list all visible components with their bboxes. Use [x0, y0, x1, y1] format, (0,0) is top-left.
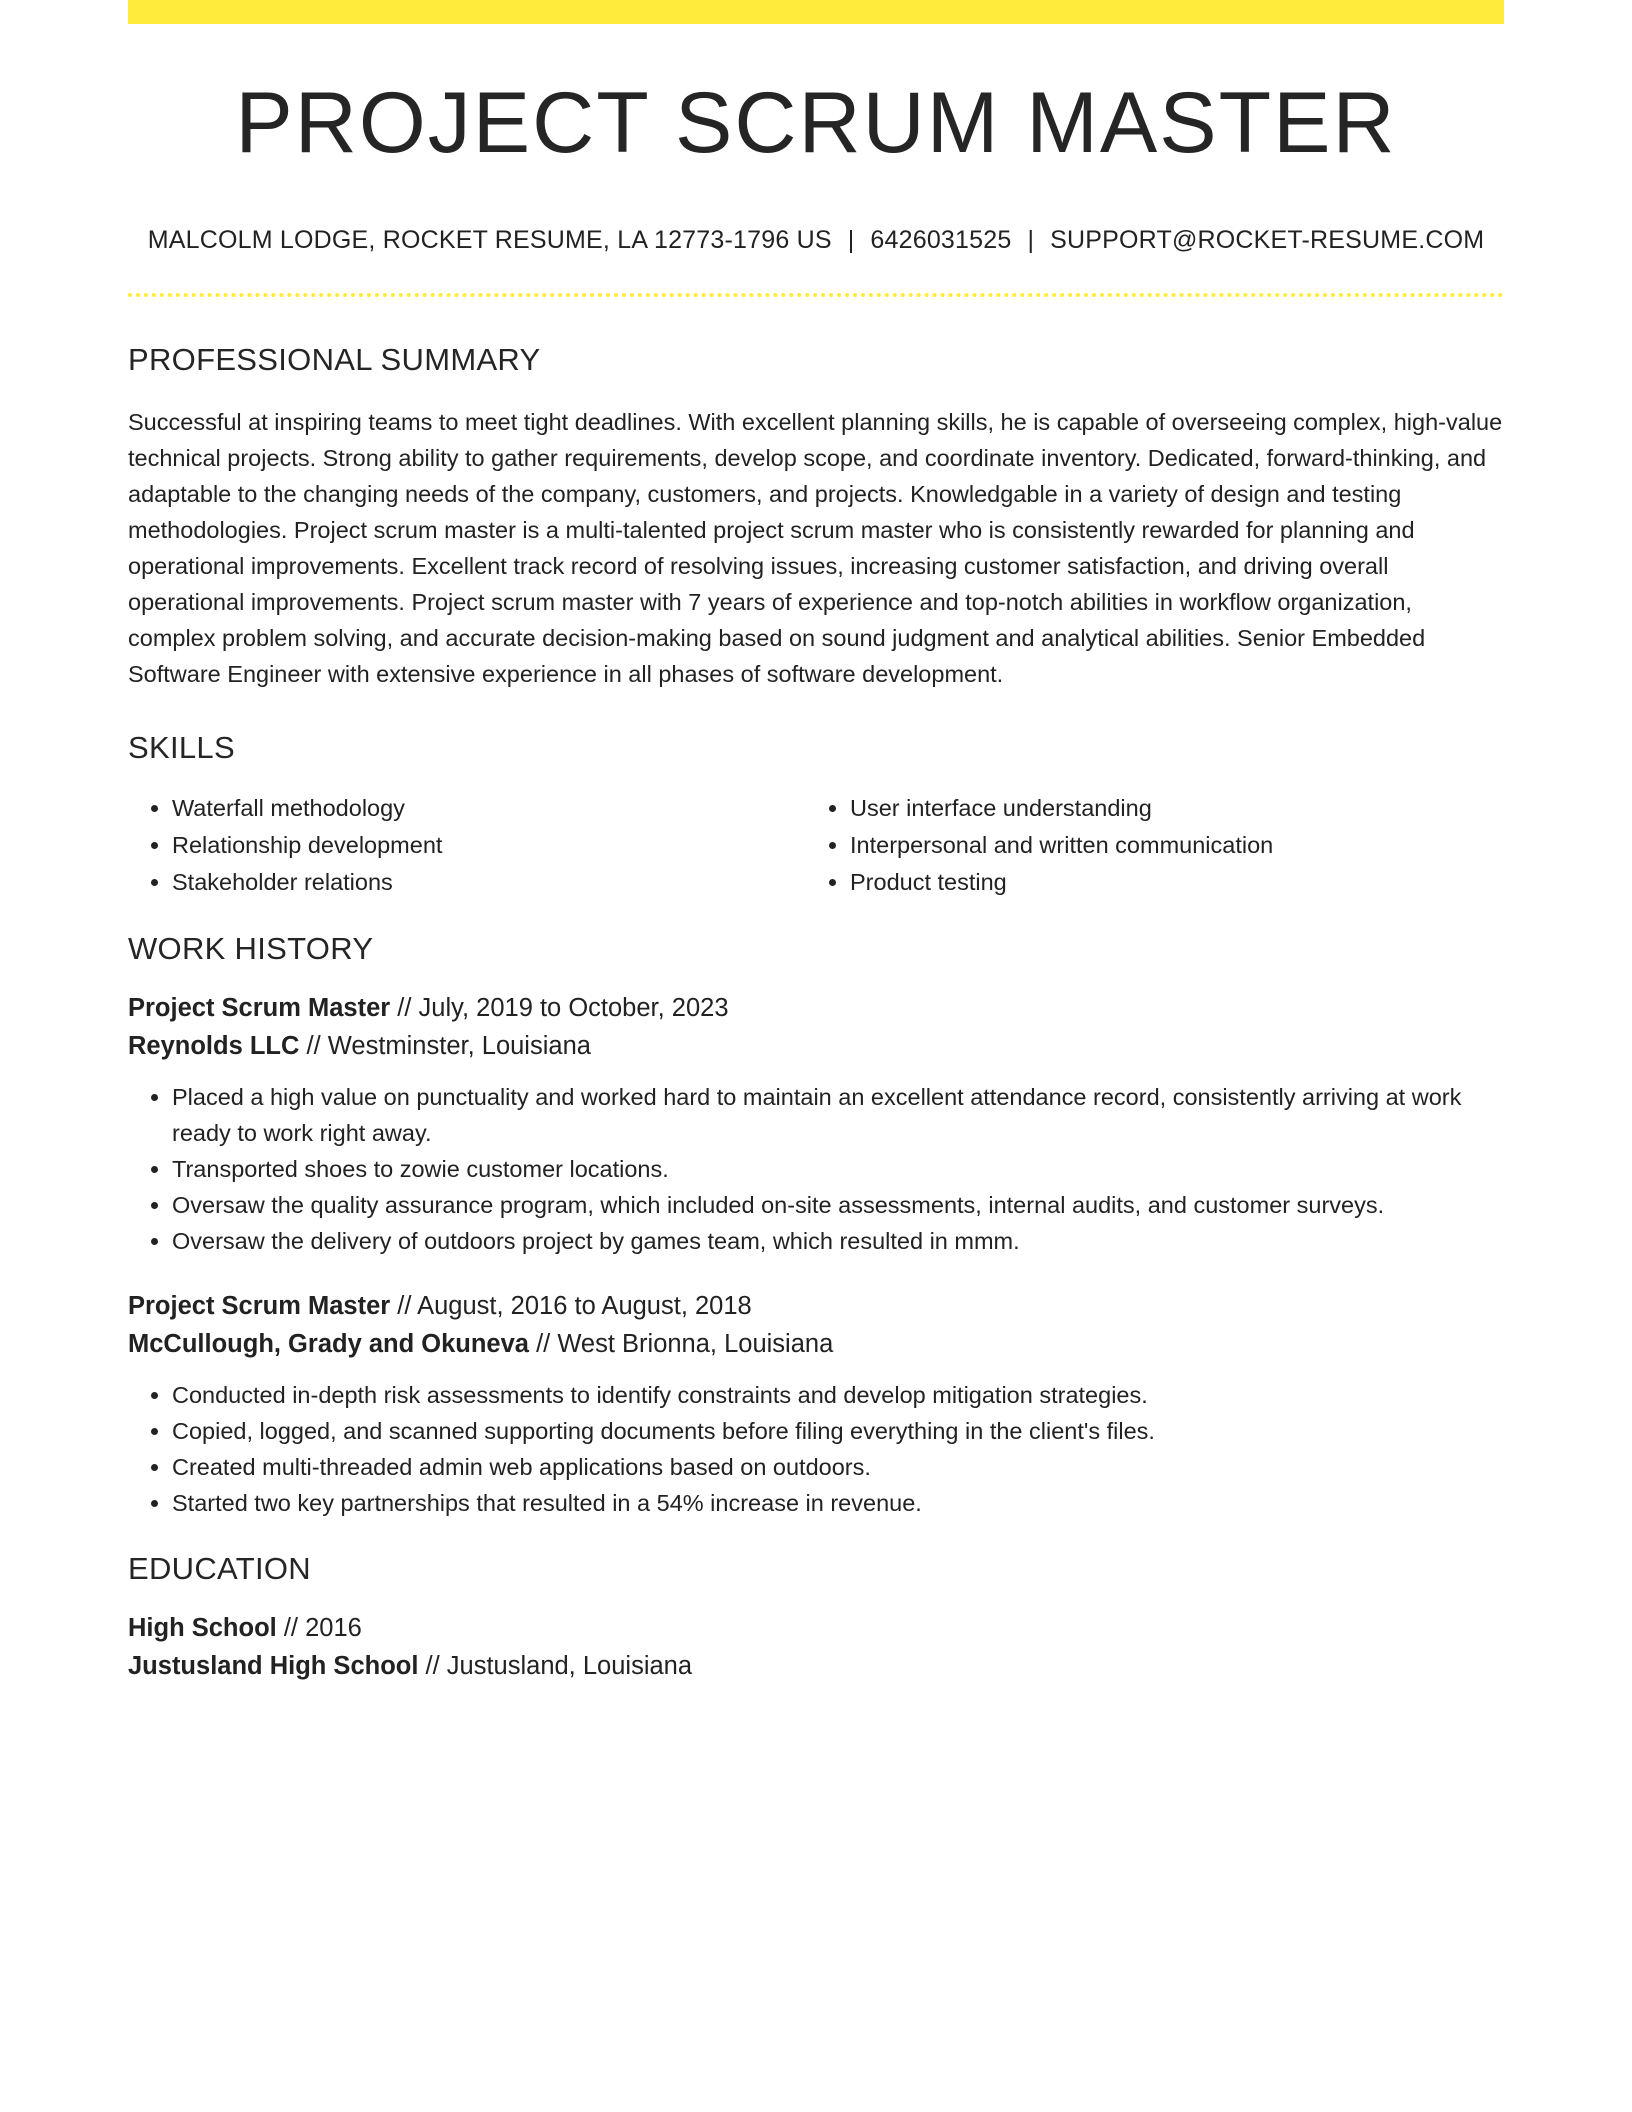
contact-line [128, 226, 1504, 255]
contact-phone: 6426031525 [870, 226, 1012, 254]
skill-item: • Relationship development [172, 827, 806, 864]
contact-separator: | [1027, 226, 1035, 254]
job-company: McCullough, Grady and Okuneva [128, 1330, 529, 1358]
education-entry [128, 1609, 1504, 1685]
work-history-heading: WORK HISTORY [128, 931, 374, 966]
contact-address: MALCOLM LODGE, ROCKET RESUME, LA 12773-1796 US [147, 226, 832, 254]
summary-heading: PROFESSIONAL SUMMARY [128, 342, 541, 377]
job-bullets [128, 1079, 1504, 1259]
job-company-line [128, 1325, 1504, 1363]
job-company-line [128, 1027, 1504, 1065]
contact-separator: | [847, 226, 855, 254]
education-school: Justusland High School [128, 1652, 419, 1680]
contact-email: SUPPORT@ROCKET-RESUME.COM [1050, 226, 1485, 254]
resume-page [128, 0, 1504, 1685]
job-title: Project Scrum Master [128, 1292, 391, 1320]
education-heading: EDUCATION [128, 1551, 311, 1586]
job-dates: // July, 2019 to October, 2023 [390, 994, 729, 1022]
skills-heading: SKILLS [128, 730, 235, 765]
job-company: Reynolds LLC [128, 1032, 300, 1060]
dotted-divider [128, 293, 1504, 297]
job-bullet: • Created multi-threaded admin web applications based on outdoors. [172, 1449, 1504, 1485]
education-degree-line [128, 1609, 1504, 1647]
skill-item: • Interpersonal and written communication [850, 827, 1484, 864]
job-bullet: • Placed a high value on punctuality and worked hard to maintain an excellent attendance record, consistently arriving at work ready to work right away. [172, 1079, 1504, 1151]
job-bullet: • Oversaw the quality assurance program, which included on-site assessments, internal audits, and customer surveys. [172, 1187, 1504, 1223]
education-degree: High School [128, 1614, 277, 1642]
job-bullet: • Started two key partnerships that resulted in a 54% increase in revenue. [172, 1485, 1504, 1521]
job-bullet: • Transported shoes to zowie customer locations. [172, 1151, 1504, 1187]
job-bullet: • Copied, logged, and scanned supporting documents before filing everything in the client's files. [172, 1413, 1504, 1449]
education-location: // Justusland, Louisiana [418, 1652, 693, 1680]
job-location: // West Brionna, Louisiana [528, 1330, 834, 1358]
job-title-line [128, 989, 1504, 1027]
skill-item: • User interface understanding [850, 790, 1484, 827]
skill-item: • Product testing [850, 864, 1484, 901]
job-location: // Westminster, Louisiana [299, 1032, 591, 1060]
skills-grid [128, 790, 1504, 901]
resume-title: PROJECT SCRUM MASTER [235, 75, 1397, 171]
education-school-line [128, 1647, 1504, 1685]
skills-column-left [128, 790, 806, 901]
job-bullet: • Oversaw the delivery of outdoors project by games team, which resulted in mmm. [172, 1223, 1504, 1259]
job-bullet: • Conducted in-depth risk assessments to identify constraints and develop mitigation strategies. [172, 1377, 1504, 1413]
skill-item: • Waterfall methodology [172, 790, 806, 827]
job-title-line [128, 1287, 1504, 1325]
skill-item: • Stakeholder relations [172, 864, 806, 901]
job-title: Project Scrum Master [128, 994, 391, 1022]
accent-top-bar [128, 0, 1504, 24]
job-bullets [128, 1377, 1504, 1521]
summary-text: Successful at inspiring teams to meet tight deadlines. With excellent planning skills, he is capable of overseeing complex, high-value technical projects. Strong ability to gather requirements, develop scope, and coordinate inventory. Dedicated, forward-thinking, and adaptable to the changing needs of the company, customers, and projects. Knowledgable in a variety of design and testing methodologies. Project scrum master is a multi-talented project scrum master who is consistently rewarded for planning and operational improvements. Excellent track record of resolving issues, increasing customer satisfaction, and driving overall operational improvements. Project scrum master with 7 years of experience and top-notch abilities in workflow organization, complex problem solving, and accurate decision-making based on sound judgment and analytical abilities. Senior Embedded Software Engineer with extensive experience in all phases of software development. [128, 409, 1503, 687]
job-entry [128, 989, 1504, 1259]
job-dates: // August, 2016 to August, 2018 [390, 1292, 752, 1320]
skills-column-right [806, 790, 1484, 901]
job-entry [128, 1287, 1504, 1521]
education-year: // 2016 [276, 1614, 362, 1642]
